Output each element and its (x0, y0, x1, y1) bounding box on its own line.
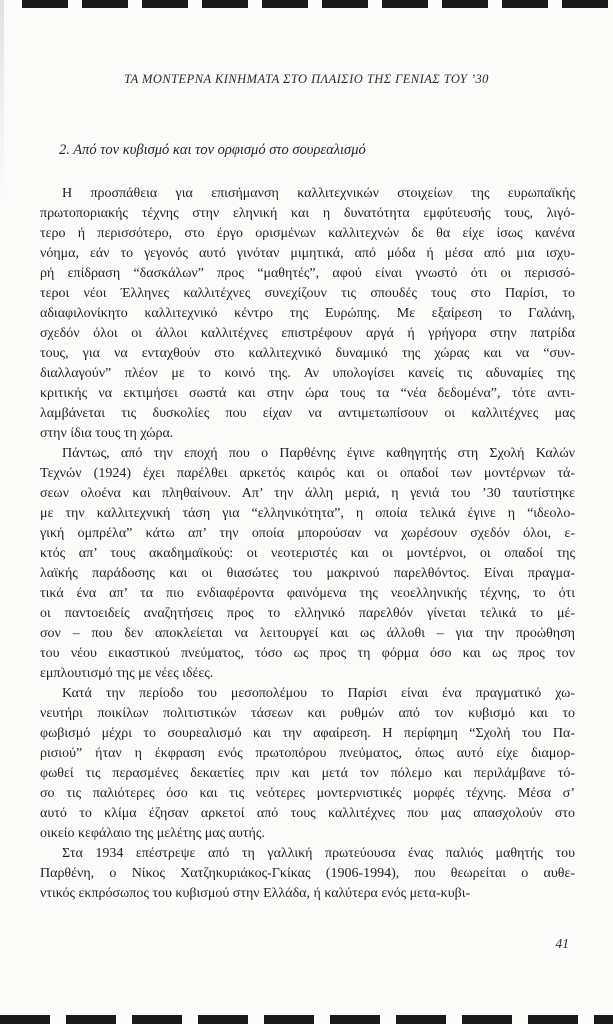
text-line: Τεχνών (1924) έχει παρέλθει αρκετός καιρός και οι οπαδοί των μοντέρνων τά- (40, 466, 575, 481)
text-line: οι παντοειδείς αναζητήσεις προς το ελληνικό παρελθόν γίνεται τελικά το μέ- (40, 606, 575, 621)
text-line: Η προσπάθεια για επισήμανση καλλιτεχνικών στοιχείων της ευρωπαϊκής (62, 186, 575, 201)
text-line: ρή επίδραση “δασκάλων” προς “μαθητές”, αφού είναι γνωστό ότι οι περισσό- (40, 266, 575, 281)
paragraph (40, 184, 575, 444)
text-line: οικείο κεφάλαιο της μελέτης μας αυτής. (40, 826, 265, 841)
text-line: σον – που δεν αποκλείεται να λειτουργεί και ως άλλοθι – για την προώθηση (40, 626, 575, 641)
text-line: σχεδόν όλοι οι άλλοι καλλιτέχνες επιστρέφουν αργά ή γρήγορα στην πατρίδα (40, 326, 575, 341)
text-line: του νέου εικαστικού πνεύματος, τόσο ως προς τη φόρμα όσο και ως προς τον (40, 646, 575, 661)
text-line: στην ίδια τους τη χώρα. (40, 426, 174, 441)
text-line: αυτό το κλίμα έζησαν αρκετοί από τους καλλιτέχνες που μας απασχολούν στο (40, 806, 575, 821)
text-line: λαϊκής παράδοσης και οι θιασώτες του μακρινού παρελθόντος. Είναι πραγμα- (40, 566, 575, 581)
paragraph (40, 684, 575, 844)
text-line: Πάντως, από την εποχή που ο Παρθένης έγινε καθηγητής στη Σχολή Καλών (62, 446, 575, 461)
scan-artifact-top-bar (22, 0, 613, 8)
text-line: με την καλλιτεχνική τάση για “ελληνικότητα”, η οποία τελικά έγινε η “ιδεολο- (40, 506, 575, 521)
text-line: σεων ολοένα και πληθαίνουν. Απ’ την άλλη μεριά, η γενιά του ’30 ταυτίστηκε (40, 486, 575, 501)
text-line: τους, για να ενταχθούν στο καλλιτεχνικό δυναμικό της χώρας και να “συν- (40, 346, 575, 361)
text-line: τικά ένα απ’ τα πιο ενδιαφέροντα φαινόμενα της νεοελληνικής τέχνης, το ότι (40, 586, 575, 601)
text-line: λαμβάνεται τις δυσκολίες που είχαν να αντιμετωπίσουν οι καλλιτέχνες μας (40, 406, 575, 421)
text-line: σο τις παλιότερες όσο και τις νεότερες μοντερνιστικές μορφές τέχνης. Μέσα σ’ (40, 786, 575, 801)
text-line: Στα 1934 επέστρεψε από τη γαλλική πρωτεύουσα ένας παλιός μαθητής του (62, 846, 575, 861)
text-line: κριτικής να εκτιμήσει σωστά και στην ώρα τους τα “νέα δεδομένα”, τότε αντι- (40, 386, 575, 401)
text-line: πρωτοποριακής τέχνης στην εληνική και η δυνατότητα εμφύτευσής τους, λιγό- (40, 206, 575, 221)
paragraph (40, 444, 575, 684)
text-line: φωθεί τις περασμένες δεκαετίες πριν και μετά τον πόλεμο και περιλάμβανε τό- (40, 766, 575, 781)
text-line: Κατά την περίοδο του μεσοπολέμου το Παρίσι είναι ένα πραγματικό χω- (62, 686, 575, 701)
text-line: διαλλαγούν” πλέον με το κοινό της. Αν υπολογίσει κανείς τις αδυναμίες της (40, 366, 575, 381)
text-line: νόημα, εάν το γεγονός αυτό γινόταν μιμητικά, από μόδα ή μέσα από μια ισχυ- (40, 246, 575, 261)
text-line: αδιαφιλονίκητο καλλιτεχνικό κέντρο της Ευρώπης. Με εξαίρεση το Γαλάνη, (40, 306, 575, 321)
scan-artifact-bottom-bar (0, 1015, 613, 1024)
section-heading: 2. Από τον κυβισμό και τον ορφισμό στο σουρεαλισμό (59, 142, 366, 158)
text-line: τεροι νέοι Έλληνες καλλιτέχνες συνεχίζουν τις σπουδές τους στο Παρίσι, το (40, 286, 575, 301)
text-line: ντικός εκπρόσωπος του κυβισμού στην Ελλάδα, ή καλύτερα ενός μετα-κυβι- (40, 886, 471, 901)
text-line: κτός απ’ τους ακαδημαϊκούς: οι νεοτεριστές και οι μοντέρνοι, οι οπαδοί της (40, 546, 575, 561)
text-line: φωβισμό μέχρι το σουρεαλισμό και την αφαίρεση. Η περίφημη “Σχολή του Πα- (40, 726, 575, 741)
text-line: νευτήρι ποικίλων πολιτιστικών τάσεων και ρυθμών από τον κυβισμό και το (40, 706, 575, 721)
text-line: εμπλουτισμό της με νέες ιδέες. (40, 666, 214, 681)
body-text (40, 184, 575, 904)
text-line: τερο ή περισσότερο, στο έργο ορισμένων καλλιτεχνών δε θα είχε ίσως κανένα (40, 226, 575, 241)
text-line: Παρθένη, ο Νίκος Χατζηκυριάκος-Γκίκας (1906-1994), που θεωρείται ο αυθε- (40, 866, 575, 881)
text-line: γική ομπρέλα” κάτω απ’ την οποία μπορούσαν να χωρέσουν σχεδόν όλοι, ε- (40, 526, 575, 541)
page-number-label: 41 (555, 936, 569, 951)
scan-artifact-left-edge (0, 0, 4, 200)
running-header: ΤΑ ΜΟΝΤΕΡΝΑ ΚΙΝΗΜΑΤΑ ΣΤΟ ΠΛΑΙΣΙΟ ΤΗΣ ΓΕΝΙΑΣ ΤΟΥ ’30 (124, 72, 489, 86)
paragraph (40, 844, 575, 904)
text-line: ρισιού” ήταν η έκφραση ενός πρωτοπόρου πνεύματος, όπως αυτό είχε διαμορ- (40, 746, 575, 761)
